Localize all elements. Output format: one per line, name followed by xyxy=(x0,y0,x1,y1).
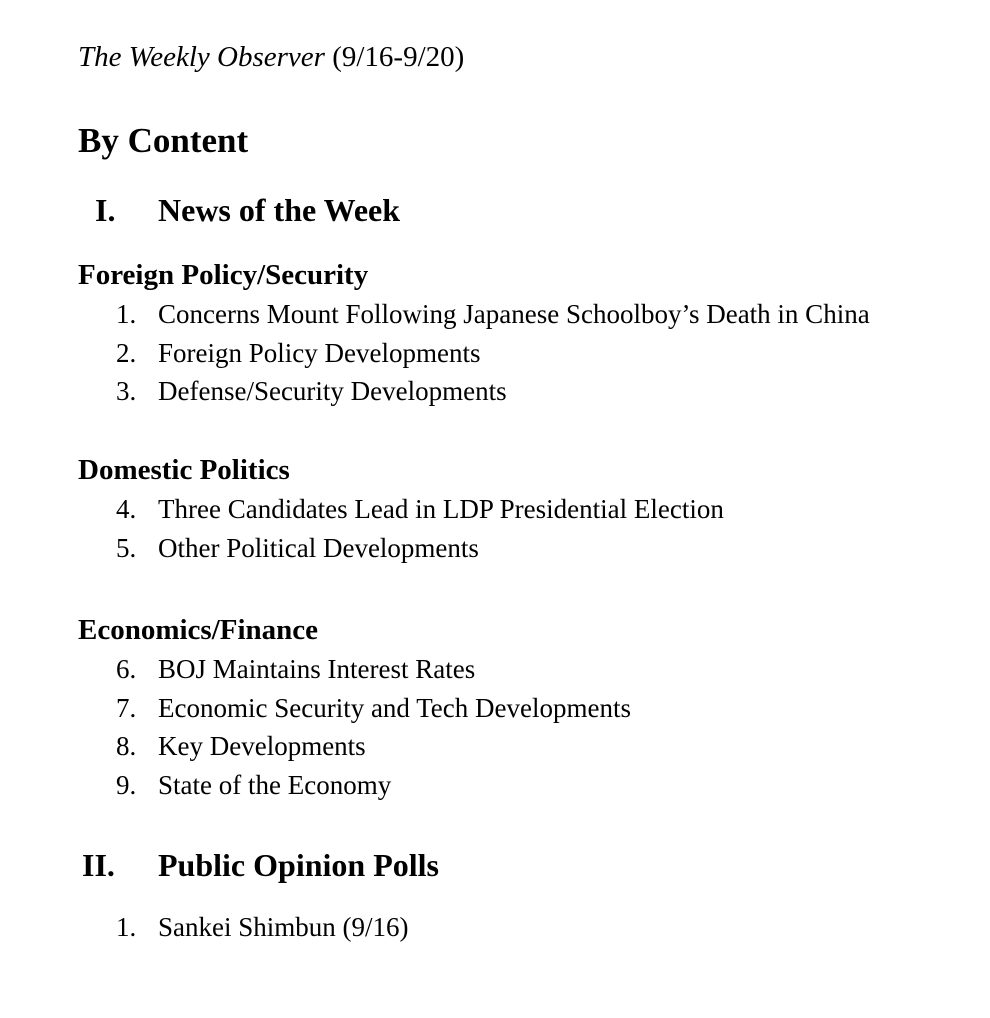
item-text: State of the Economy xyxy=(158,769,392,800)
list-item[interactable] xyxy=(0,493,990,532)
list-item[interactable] xyxy=(0,730,990,769)
item-number: 9. xyxy=(116,769,137,800)
list-item[interactable] xyxy=(0,653,990,692)
section-heading-news-of-the-week xyxy=(0,191,990,229)
economics-finance-list xyxy=(0,653,990,807)
foreign-policy-list xyxy=(0,298,990,414)
item-text: BOJ Maintains Interest Rates xyxy=(158,654,476,684)
item-number: 2. xyxy=(116,337,137,368)
item-text: Foreign Policy Developments xyxy=(158,337,481,368)
publication-title: The Weekly Observer xyxy=(78,41,325,73)
item-number: 1. xyxy=(116,912,137,942)
item-number: 5. xyxy=(116,532,137,563)
list-item[interactable] xyxy=(0,375,990,414)
item-number: 6. xyxy=(116,654,137,684)
list-item[interactable] xyxy=(0,692,990,731)
document-title xyxy=(78,39,464,75)
contents-heading: By Content xyxy=(78,121,249,160)
item-text: Other Political Developments xyxy=(158,532,479,563)
date-range: (9/16-9/20) xyxy=(332,41,465,73)
section-numeral: II. xyxy=(82,847,115,883)
item-text: Key Developments xyxy=(158,731,366,762)
section-title: Public Opinion Polls xyxy=(158,847,439,883)
item-text: Three Candidates Lead in LDP Presidential Election xyxy=(158,494,724,524)
item-text: Sankei Shimbun (9/16) xyxy=(158,912,409,942)
subheading-foreign-policy-security: Foreign Policy/Security xyxy=(78,259,369,291)
item-number: 7. xyxy=(116,692,137,723)
subheading-domestic-politics: Domestic Politics xyxy=(78,454,290,486)
subheading-economics-finance: Economics/Finance xyxy=(78,614,319,646)
domestic-politics-list xyxy=(0,493,990,570)
list-item[interactable] xyxy=(0,337,990,376)
item-text: Concerns Mount Following Japanese Schoolboy’s Death in China xyxy=(158,299,870,329)
list-item[interactable] xyxy=(0,532,990,571)
item-number: 8. xyxy=(116,731,137,762)
item-text: Defense/Security Developments xyxy=(158,376,507,407)
item-number: 3. xyxy=(116,376,137,407)
list-item[interactable] xyxy=(0,911,990,950)
item-text: Economic Security and Tech Developments xyxy=(158,692,631,723)
list-item[interactable] xyxy=(0,769,990,808)
list-item[interactable] xyxy=(0,298,990,337)
section-heading-public-opinion-polls xyxy=(0,846,990,884)
section-numeral: I. xyxy=(95,192,116,228)
public-opinion-polls-list xyxy=(0,911,990,950)
section-title: News of the Week xyxy=(158,192,401,228)
item-number: 1. xyxy=(116,299,137,329)
item-number: 4. xyxy=(116,494,137,524)
